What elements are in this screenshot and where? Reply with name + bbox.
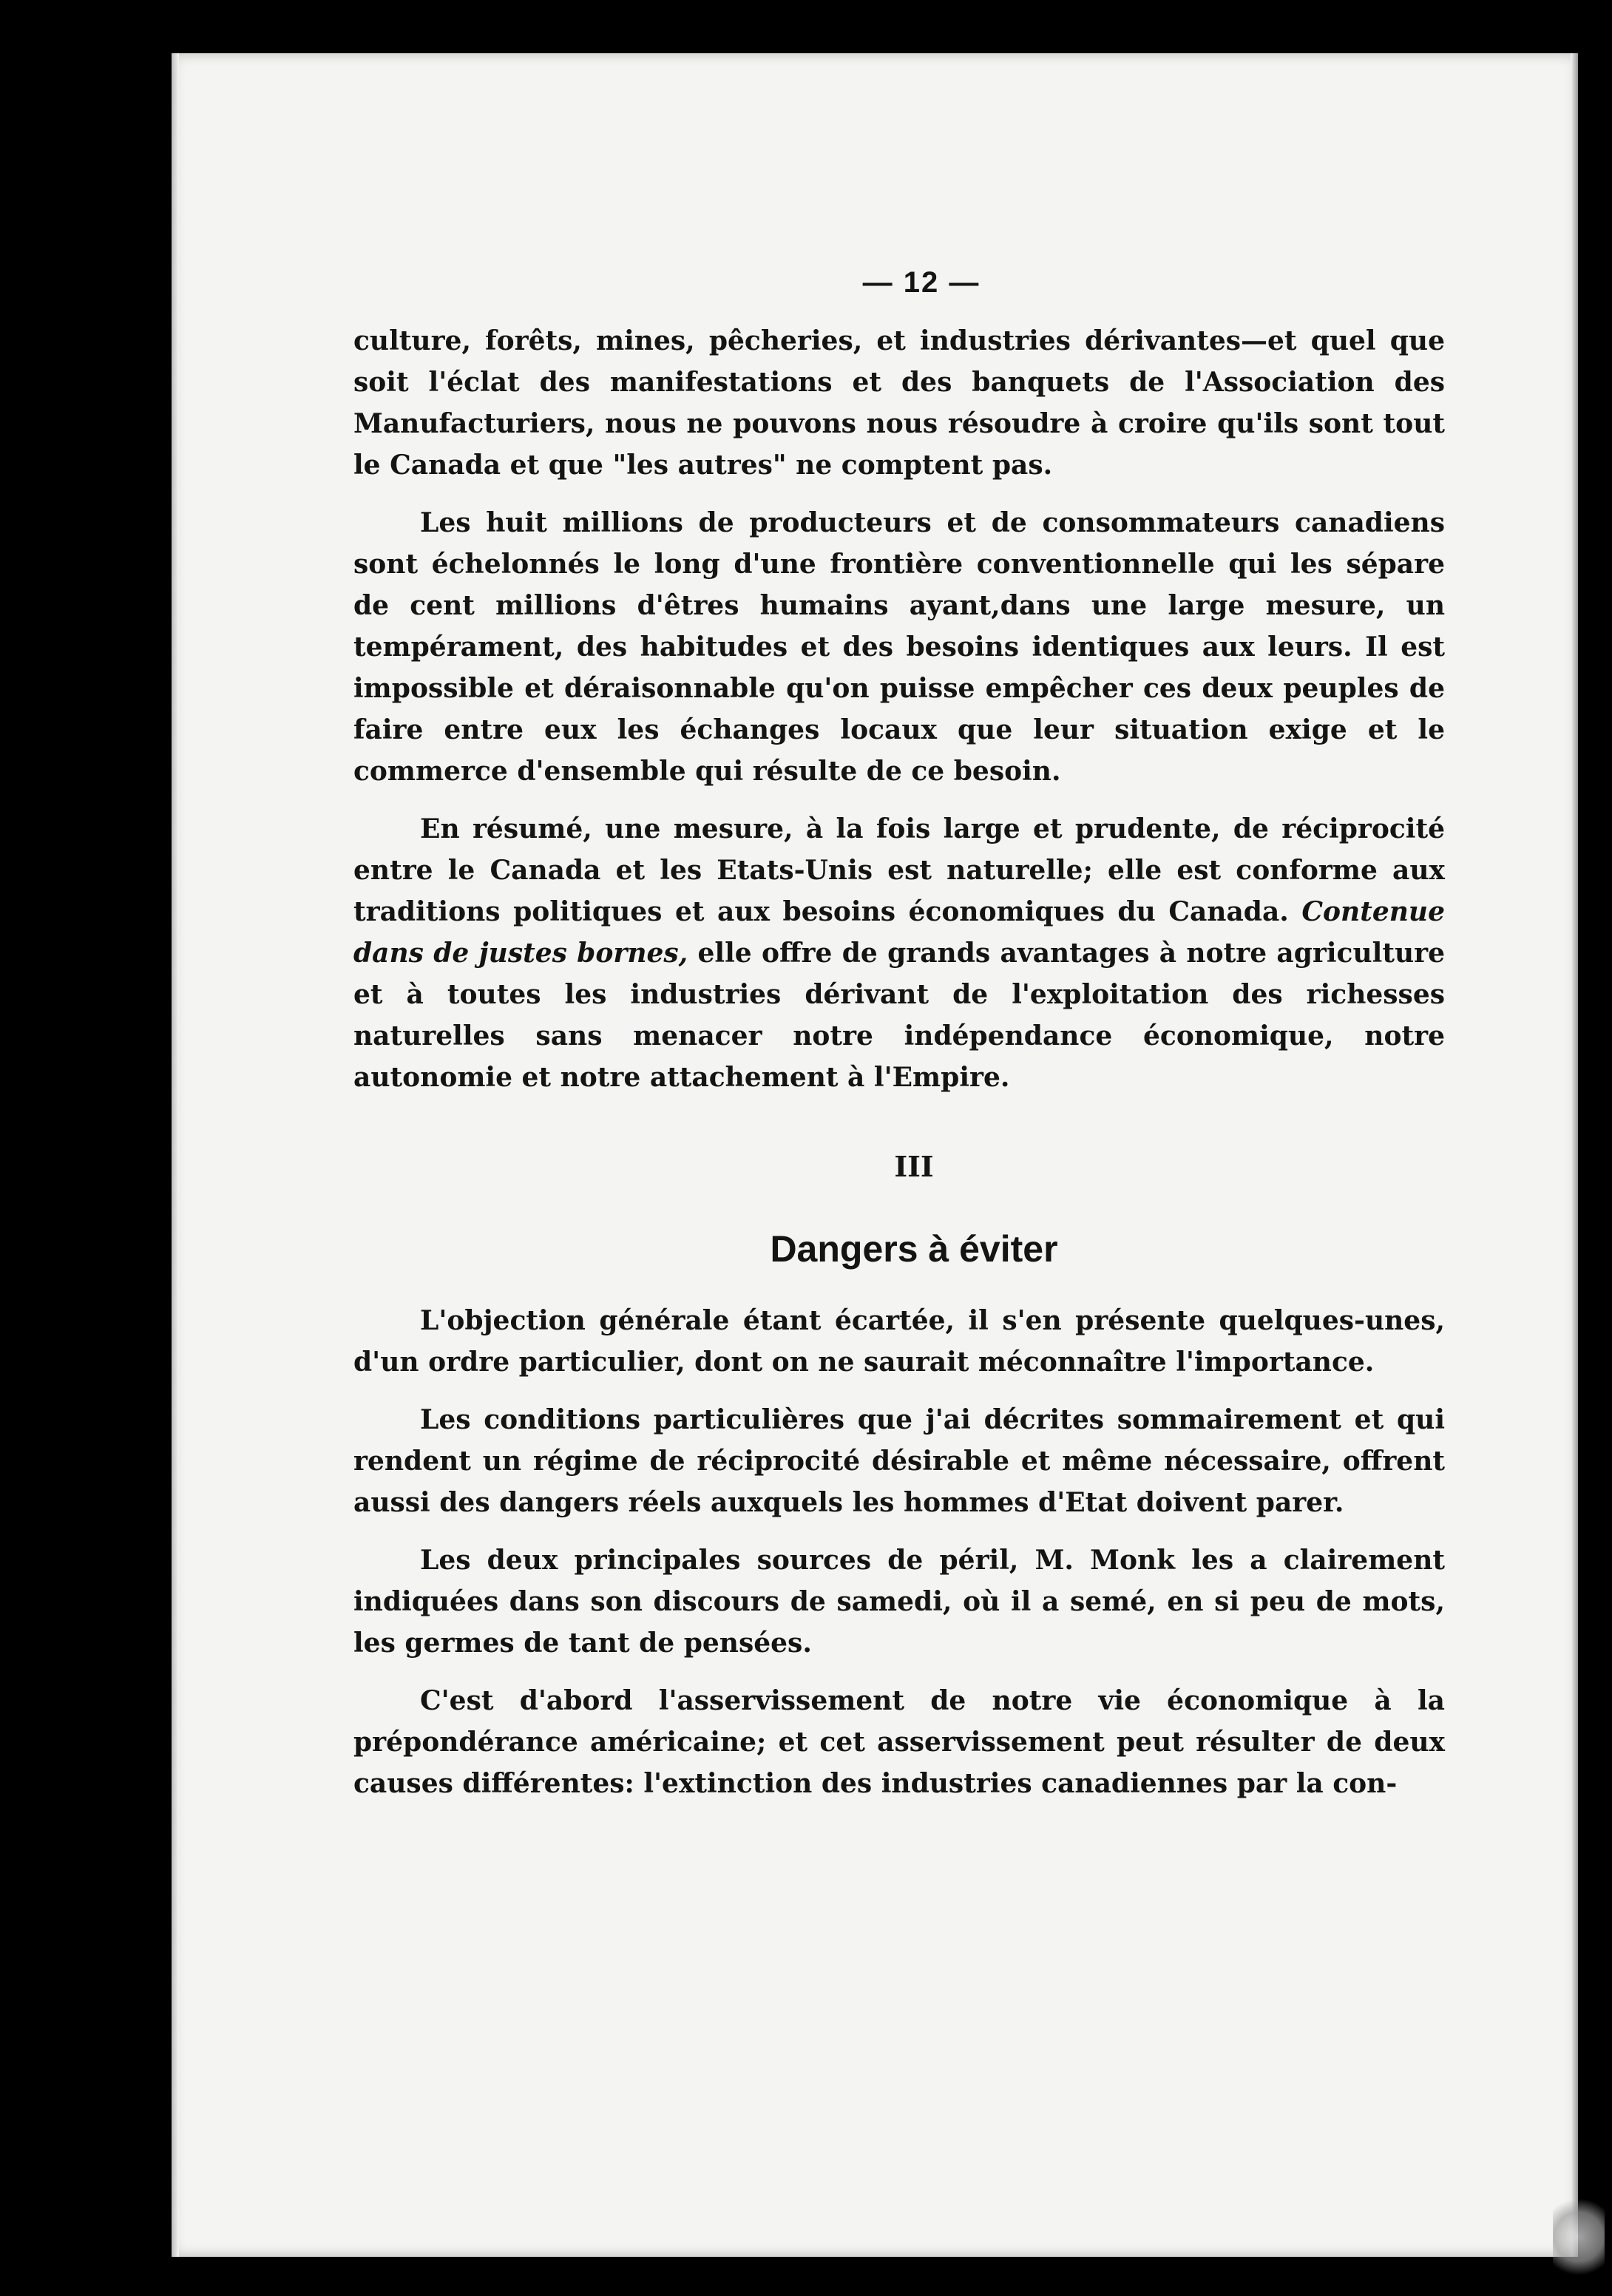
page-content — [353, 266, 1445, 1821]
paragraph: Les huit millions de producteurs et de consommateurs canadiens sont échelonnés le long d'une frontière conventionnelle qui les sépare de cent millions d'êtres humains ayant,dans une large mesure, un tempérament, des habitudes et des besoins identiques aux leurs. Il est impossible et déraisonnable qu'on puisse empêcher ces deux peuples de faire entre eux les échanges locaux que leur situation exige et le commerce d'ensemble qui résulte de ce besoin. — [353, 507, 1445, 787]
page-number: — 12 — — [862, 266, 981, 299]
paragraph-text: En résumé, une mesure, à la fois large et prudente, de réciprocité entre le Canada et les Etats-Unis est naturelle; elle est conforme aux traditions politiques et aux besoins économiques du Canada. — [353, 813, 1445, 927]
paragraph: L'objection générale étant écartée, il s'en présente quelques-unes, d'un ordre particulier, dont on ne saurait méconnaître l'importance. — [353, 1305, 1445, 1378]
paragraph-summary — [353, 808, 1445, 1098]
paragraph: C'est d'abord l'asservissement de notre vie économique à la prépondérance américaine; et cet asservissement peut résulter de deux causes différentes: l'extinction des industries canadiennes par la con- — [353, 1685, 1445, 1799]
scan-artifact — [1553, 2189, 1605, 2285]
paragraph: Les deux principales sources de péril, M. Monk les a clairement indiquées dans son discours de samedi, où il a semé, en si peu de mots, les germes de tant de pensées. — [353, 1545, 1445, 1659]
paragraph: Les conditions particulières que j'ai décrites sommairement et qui rendent un régime de réciprocité désirable et même nécessaire, offrent aussi des dangers réels auxquels les hommes d'Etat doivent parer. — [353, 1404, 1445, 1518]
section-number: III — [894, 1150, 934, 1183]
section-title: Dangers à éviter — [770, 1228, 1058, 1270]
italic-phrase: Contenue dans de justes bornes, — [353, 896, 1445, 969]
page-edge-right — [1571, 53, 1578, 2257]
paragraph-text: elle offre de grands avantages à notre agriculture et à toutes les industries dérivant de l'exploitation des richesses naturelles sans menacer notre indépendance économique, notre autonomie et notre attachement à l'Empire. — [353, 938, 1445, 1093]
page-edge-left — [172, 53, 179, 2257]
paragraph-continued: culture, forêts, mines, pêcheries, et industries dérivantes—et quel que soit l'éclat des manifestations et des banquets de l'Association des Manufacturiers, nous ne pouvons nous résoudre à croire qu'ils sont tout le Canada et que "les autres" ne comptent pas. — [353, 325, 1445, 481]
